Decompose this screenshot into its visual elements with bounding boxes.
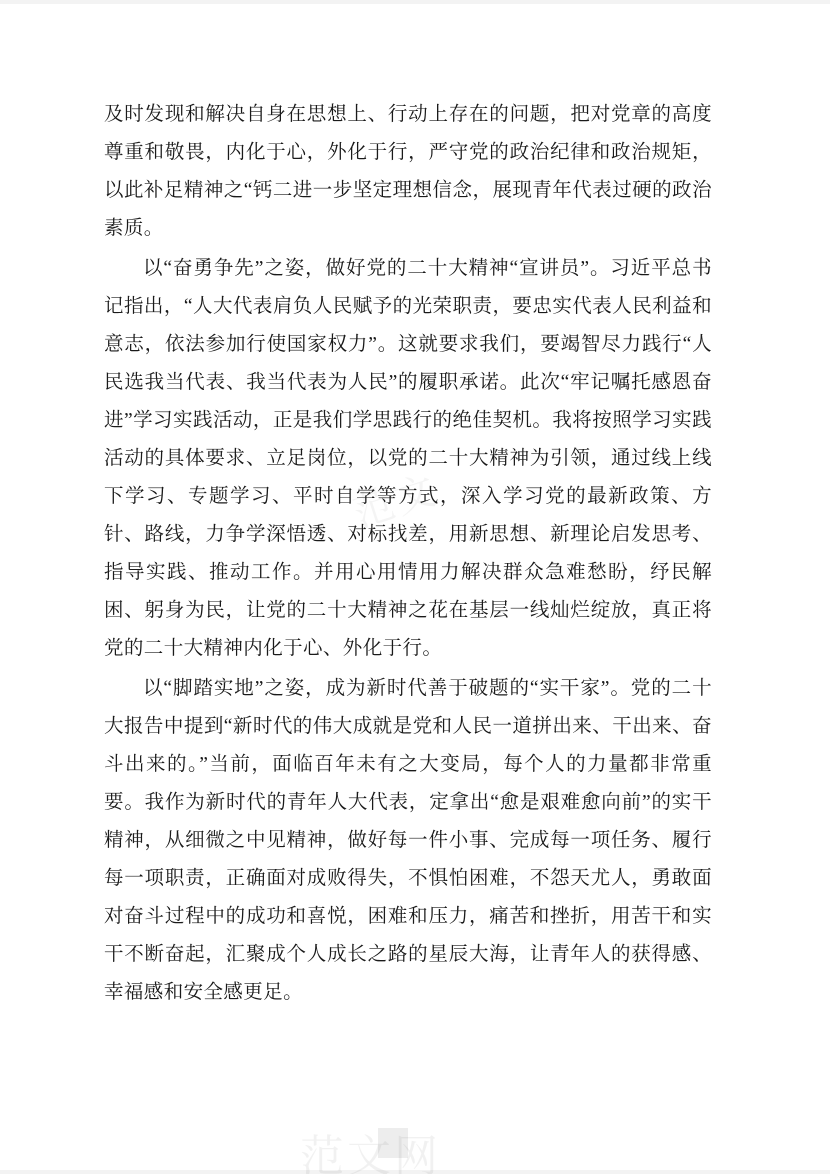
document-body (104, 96, 712, 1014)
page-edge-top (0, 0, 830, 4)
paragraph: 及时发现和解决自身在思想上、行动上存在的问题，把对党章的高度尊重和敬畏，内化于心，外化于行，严守党的政治纪律和政治规矩，以此补足精神之“钙二进一步坚定理想信念，展现青年代表过硬的政治素质。 (104, 104, 712, 239)
paragraph: 以“脚踏实地”之姿，成为新时代善于破题的“实干家”。党的二十大报告中提到“新时代的伟大成就是党和人民一道拼出来、干出来、奋斗出来的。”当前，面临百年未有之大变局，每个人的力量都非常重要。我作为新时代的青年人大代表，定拿出“愈是艰难愈向前”的实干精神，从细微之中见精神，做好每一件小事、完成每一项任务、履行每一项职责，正确面对成败得失，不惧怕困难，不怨天尤人，勇敢面对奋斗过程中的成功和喜悦，困难和压力，痛苦和挫折，用苦干和实干不断奋起，汇聚成个人成长之路的星辰大海，让青年人的获得感、幸福感和安全感更足。 (104, 678, 712, 1003)
watermark-logo-icon (378, 1128, 408, 1158)
paragraph: 以“奋勇争先”之姿，做好党的二十大精神“宣讲员”。习近平总书记指出，“人大代表肩负人民赋予的光荣职责，要忠实代表人民利益和意志，依法参加行使国家权力”。这就要求我们，要竭智尽力践行“人民选我当代表、我当代表为人民”的履职承诺。此次“牢记嘱托感恩奋进”学习实践活动，正是我们学思践行的绝佳契机。我将按照学习实践活动的具体要求、立足岗位，以党的二十大精神为引领，通过线上线下学习、专题学习、平时自学等方式，深入学习党的最新政策、方针、路线，力争学深悟透、对标找差，用新思想、新理论启发思考、指导实践、推动工作。并用心用情用力解决群众急难愁盼，纾民解困、躬身为民，让党的二十大精神之花在基层一线灿烂绽放，真正将党的二十大精神内化于心、外化于行。 (104, 258, 712, 659)
page-edge-bottom (0, 1170, 830, 1174)
watermark-bottom: 范文网 (300, 1132, 441, 1174)
